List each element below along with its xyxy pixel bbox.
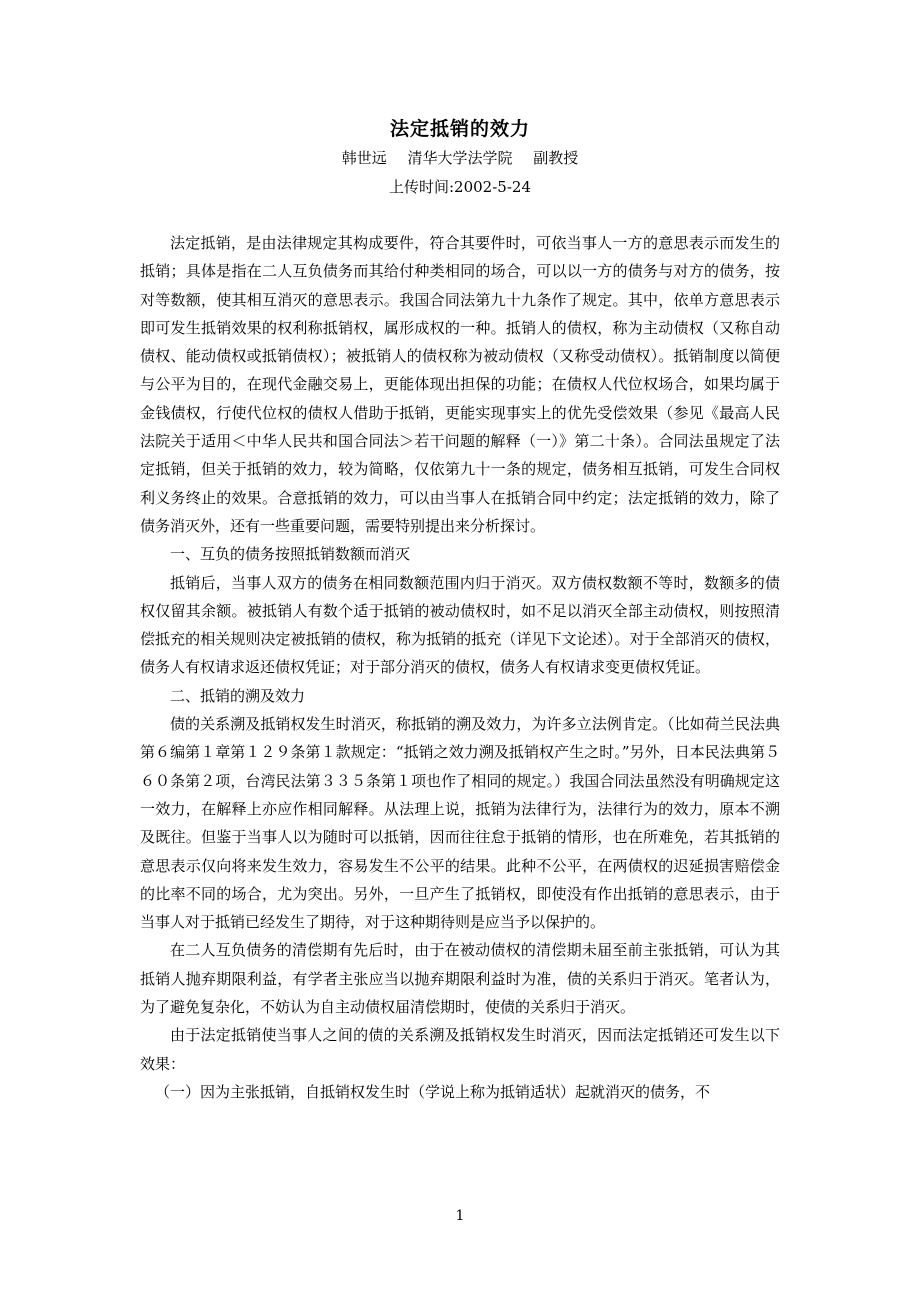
document-title: 法定抵销的效力 (389, 118, 530, 140)
paragraph: 由于法定抵销使当事人之间的债的关系溯及抵销权发生时消灭，因而法定抵销还可发生以下效果： (140, 1026, 780, 1073)
author-name: 韩世远 (341, 149, 387, 167)
paragraph: 法定抵销，是由法律规定其构成要件，符合其要件时，可依当事人一方的意思表示而发生的抵销；具体是指在二人互负债务而其给付种类相同的场合，可以以一方的债务与对方的债务，按对等数额，使其相互消灭的意思表示。我国合同法第九十九条作了规定。其中，依单方意思表示即可发生抵销效果的权利称抵销权，属形成权的一种。抵销人的债权，称为主动债权（又称自动债权、能动债权或抵销债权）；被抵销人的债权称为被动债权（又称受动债权）。抵销制度以简便与公平为目的，在现代金融交易上，更能体现出担保的功能；在债权人代位权场合，如果均属于金钱债权，行使代位权的债权人借助于抵销，更能实现事实上的优先受偿效果（参见《最高人民法院关于适用＜中华人民共和国合同法＞若干问题的解释（一）》第二十条）。合同法虽规定了法定抵销，但关于抵销的效力，较为简略，仅依第九十一条的规定，债务相互抵销，可发生合同权利义务终止的效果。合意抵销的效力，可以由当事人在抵销合同中约定；法定抵销的效力，除了债务消灭外，还有一些重要问题，需要特别提出来分析探讨。 (140, 234, 780, 535)
section-heading: 一、互负的债务按照抵销数额而消灭 (170, 545, 411, 564)
document-body (140, 229, 780, 1106)
upload-date: 上传时间:2002-5-24 (389, 178, 531, 196)
author-position: 副教授 (533, 149, 579, 167)
page-number: 1 (455, 1208, 465, 1224)
paragraph: 在二人互负债务的清偿期有先后时，由于在被动债权的清偿期未届至前主张抵销，可认为其抵销人抛弃期限利益，有学者主张应当以抛弃期限利益时为准，债的关系归于消灭。笔者认为，为了避免复杂化，不妨认为自主动债权届清偿期时，使债的关系归于消灭。 (140, 941, 780, 1017)
author-affiliation: 清华大学法学院 (407, 149, 513, 167)
author-line (0, 147, 920, 168)
section-heading: 二、抵销的溯及效力 (170, 686, 306, 705)
paragraph: 抵销后，当事人双方的债务在相同数额范围内归于消灭。双方债权数额不等时，数额多的债权仅留其余额。被抵销人有数个适于抵销的被动债权时，如不足以消灭全部主动债权，则按照清偿抵充的相关规则决定被抵销的债权，称为抵销的抵充（详见下文论述）。对于全部消灭的债权，债务人有权请求返还债权凭证；对于部分消灭的债权，债务人有权请求变更债权凭证。 (140, 573, 780, 677)
paragraph: 债的关系溯及抵销权发生时消灭，称抵销的溯及效力，为许多立法例肯定。（比如荷兰民法典第６编第１章第１２９条第１款规定：“抵销之效力溯及抵销权产生之时。”另外，日本民法典第５６０条第２项，台湾民法第３３５条第１项也作了相同的规定。）我国合同法虽然没有明确规定这一效力，在解释上亦应作相同解释。从法理上说，抵销为法律行为，法律行为的效力，原本不溯及既往。但鉴于当事人以为随时可以抵销，因而往往怠于抵销的情形，也在所难免，若其抵销的意思表示仅向将来发生效力，容易发生不公平的结果。此种不公平，在两债权的迟延损害赔偿金的比率不同的场合，尤为突出。另外，一旦产生了抵销权，即使没有作出抵销的意思表示，由于当事人对于抵销已经发生了期待，对于这种期待则是应当予以保护的。 (140, 715, 780, 932)
list-item: （一）因为主张抵销，自抵销权发生时（学说上称为抵销适状）起就消灭的债务，不 (155, 1082, 711, 1101)
